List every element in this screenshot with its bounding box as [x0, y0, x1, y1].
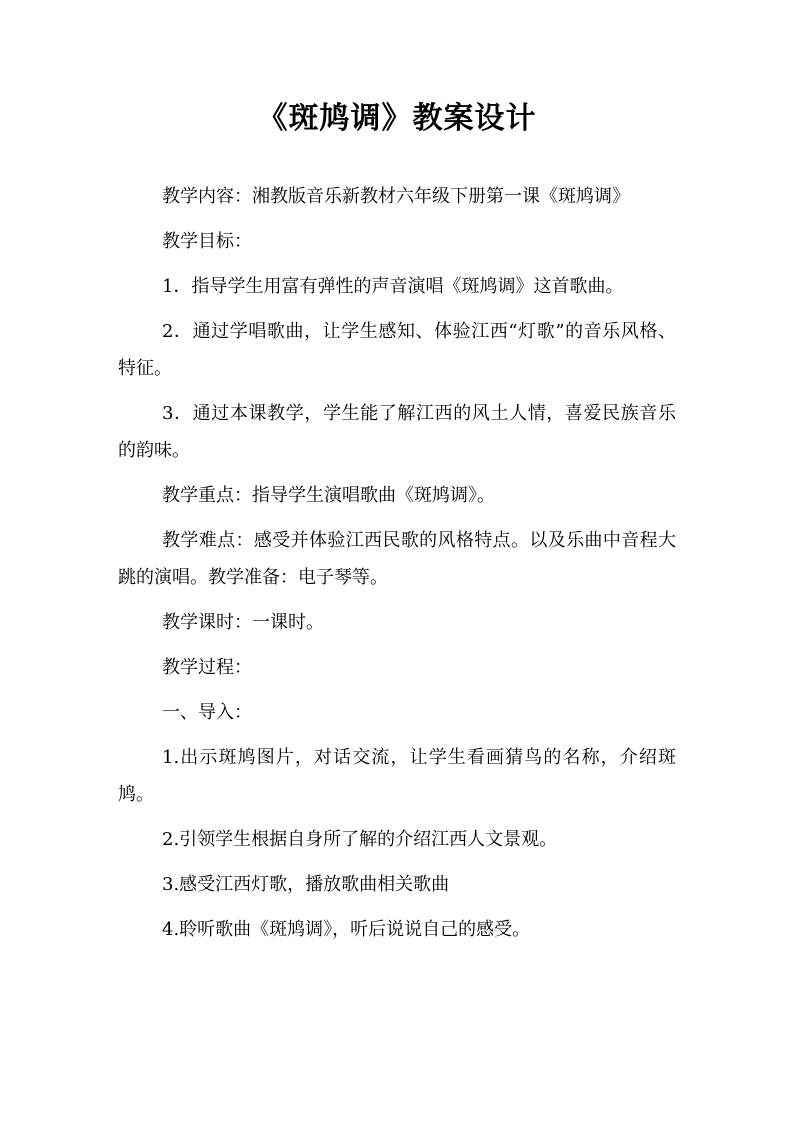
paragraph-intro-step-2: 2.引领学生根据自身所了解的介绍江西人文景观。 [162, 829, 558, 850]
paragraph-intro-step-1: 1.出示斑鸠图片，对话交流，让学生看画猜鸟的名称，介绍斑鸠。 [118, 747, 676, 805]
paragraph-objective-1: 1．指导学生用富有弹性的声音演唱《斑鸠调》这首歌曲。 [162, 276, 624, 297]
paragraph-objective-3: 3．通过本课教学，学生能了解江西的风土人情，喜爱民族音乐的韵味。 [118, 403, 676, 461]
paragraph-teaching-content: 教学内容：湘教版音乐新教材六年级下册第一课《斑鸠调》 [162, 186, 630, 207]
document-body [118, 178, 676, 948]
paragraph-introduction-heading: 一、导入： [162, 702, 252, 723]
paragraph-objectives-heading: 教学目标： [162, 231, 252, 252]
paragraph-process-heading: 教学过程： [162, 657, 252, 678]
paragraph-class-hours: 教学课时：一课时。 [162, 612, 324, 633]
paragraph-intro-step-3: 3.感受江西灯歌，播放歌曲相关歌曲 [162, 874, 450, 895]
paragraph-intro-step-4: 4.聆听歌曲《斑鸠调》，听后说说自己的感受。 [162, 919, 531, 940]
paragraph-key-point: 教学重点：指导学生演唱歌曲《斑鸠调》。 [162, 485, 495, 506]
paragraph-objective-2: 2．通过学唱歌曲，让学生感知、体验江西“灯歌”的音乐风格、特征。 [118, 321, 676, 379]
document-title: 《斑鸠调》教案设计 [257, 101, 537, 136]
paragraph-difficulty: 教学难点：感受并体验江西民歌的风格特点。以及乐曲中音程大跳的演唱。教学准备：电子琴等。 [118, 530, 676, 588]
